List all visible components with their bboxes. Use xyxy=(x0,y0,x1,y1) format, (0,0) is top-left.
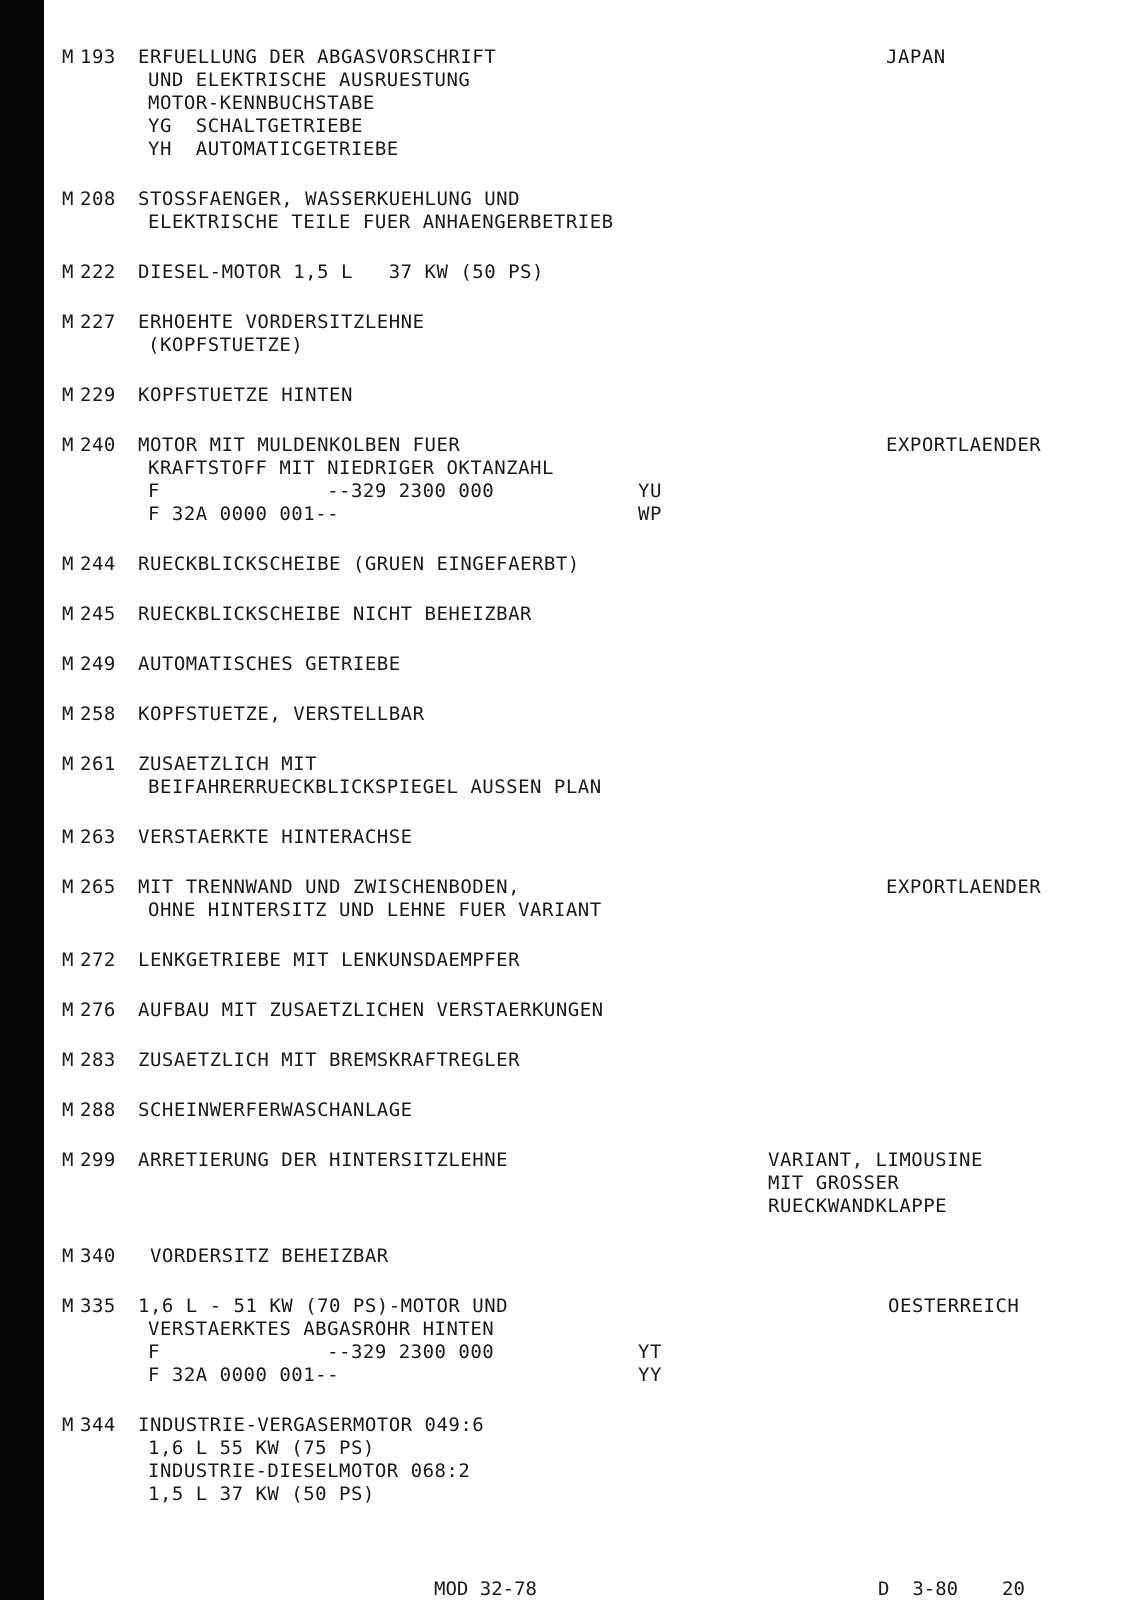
option-description: SCHEINWERFERWASCHANLAGE xyxy=(138,1099,413,1121)
option-description: AUTOMATISCHES GETRIEBE xyxy=(138,653,401,675)
option-prefix: M xyxy=(62,261,74,283)
option-description: (KOPFSTUETZE) xyxy=(148,334,304,356)
entry-first-line xyxy=(62,1099,1112,1122)
option-prefix: M xyxy=(62,826,74,848)
option-description: ZUSAETZLICH MIT xyxy=(138,753,318,775)
region-note xyxy=(886,46,946,69)
option-description: YG SCHALTGETRIEBE xyxy=(148,115,363,137)
option-prefix: M xyxy=(62,999,74,1021)
option-entry xyxy=(62,1149,1112,1218)
option-description: VERSTAERKTES ABGASROHR HINTEN xyxy=(148,1318,495,1340)
option-number: 244 xyxy=(80,553,116,575)
option-number: 258 xyxy=(80,703,116,725)
region-label: MIT GROSSER xyxy=(768,1172,900,1194)
option-number: 340 xyxy=(80,1245,116,1267)
option-description-line xyxy=(62,480,1112,503)
option-description-line xyxy=(62,503,1112,526)
option-description: OHNE HINTERSITZ UND LEHNE FUER VARIANT xyxy=(148,899,602,921)
region-label: RUECKWANDKLAPPE xyxy=(768,1195,948,1217)
option-description: YH AUTOMATICGETRIEBE xyxy=(148,138,399,160)
option-description: AUFBAU MIT ZUSAETZLICHEN VERSTAERKUNGEN xyxy=(138,999,604,1021)
option-number: 272 xyxy=(80,949,116,971)
option-description-line xyxy=(62,457,1112,480)
option-number: 245 xyxy=(80,603,116,625)
option-description-line xyxy=(62,115,1112,138)
entry-first-line xyxy=(62,1049,1112,1072)
entry-first-line xyxy=(62,826,1112,849)
region-note xyxy=(886,434,1041,457)
option-entry xyxy=(62,553,1112,576)
parts-list xyxy=(62,46,1112,1533)
option-prefix: M xyxy=(62,1099,74,1121)
option-entry xyxy=(62,1245,1112,1268)
engine-code: YT xyxy=(638,1341,662,1363)
option-prefix: M xyxy=(62,384,74,406)
option-entry xyxy=(62,703,1112,726)
option-description: UND ELEKTRISCHE AUSRUESTUNG xyxy=(148,69,471,91)
entry-first-line xyxy=(62,188,1112,211)
option-description-line xyxy=(62,1341,1112,1364)
option-number: 276 xyxy=(80,999,116,1021)
option-prefix: M xyxy=(62,753,74,775)
option-entry xyxy=(62,434,1112,526)
option-description: ERHOEHTE VORDERSITZLEHNE xyxy=(138,311,425,333)
region-note xyxy=(886,876,1041,899)
option-entry xyxy=(62,1295,1112,1387)
option-description: MOTOR MIT MULDENKOLBEN FUER xyxy=(138,434,461,456)
option-prefix: M xyxy=(62,46,74,68)
engine-code: YY xyxy=(638,1364,662,1386)
option-description: 1,5 L 37 KW (50 PS) xyxy=(148,1483,375,1505)
option-prefix: M xyxy=(62,1414,74,1436)
option-number: 229 xyxy=(80,384,116,406)
option-prefix: M xyxy=(62,653,74,675)
option-entry xyxy=(62,826,1112,849)
option-number: 335 xyxy=(80,1295,116,1317)
entry-first-line xyxy=(62,603,1112,626)
option-entry xyxy=(62,999,1112,1022)
entry-first-line xyxy=(62,703,1112,726)
option-description: BEIFAHRERRUECKBLICKSPIEGEL AUSSEN PLAN xyxy=(148,776,602,798)
option-number: 249 xyxy=(80,653,116,675)
option-entry xyxy=(62,188,1112,234)
option-description: ELEKTRISCHE TEILE FUER ANHAENGERBETRIEB xyxy=(148,211,614,233)
option-description: VERSTAERKTE HINTERACHSE xyxy=(138,826,413,848)
option-description-line xyxy=(62,92,1112,115)
scan-edge xyxy=(0,0,44,1600)
option-description: F --329 2300 000 xyxy=(148,1341,495,1363)
option-number: 227 xyxy=(80,311,116,333)
entry-first-line xyxy=(62,1414,1112,1437)
option-entry xyxy=(62,653,1112,676)
option-entry xyxy=(62,603,1112,626)
option-prefix: M xyxy=(62,949,74,971)
option-number: 261 xyxy=(80,753,116,775)
option-description-line xyxy=(62,899,1112,922)
option-description: INDUSTRIE-DIESELMOTOR 068:2 xyxy=(148,1460,471,1482)
option-prefix: M xyxy=(62,876,74,898)
option-description-line xyxy=(62,334,1112,357)
option-entry xyxy=(62,1099,1112,1122)
option-prefix: M xyxy=(62,603,74,625)
option-description-line xyxy=(62,1460,1112,1483)
option-description: 1,6 L - 51 KW (70 PS)-MOTOR UND xyxy=(138,1295,509,1317)
option-prefix: M xyxy=(62,1245,74,1267)
option-description: MIT TRENNWAND UND ZWISCHENBODEN, xyxy=(138,876,521,898)
option-prefix: M xyxy=(62,703,74,725)
page-footer xyxy=(0,1578,1136,1601)
option-prefix: M xyxy=(62,1049,74,1071)
option-number: 265 xyxy=(80,876,116,898)
entry-first-line xyxy=(62,1245,1112,1268)
option-description: STOSSFAENGER, WASSERKUEHLUNG UND xyxy=(138,188,521,210)
engine-code: YU xyxy=(638,480,662,502)
option-description-line xyxy=(62,211,1112,234)
entry-first-line xyxy=(62,384,1112,407)
option-prefix: M xyxy=(62,553,74,575)
option-description: ARRETIERUNG DER HINTERSITZLEHNE xyxy=(138,1149,509,1171)
option-description-line xyxy=(62,1437,1112,1460)
option-entry xyxy=(62,46,1112,161)
region-label: JAPAN xyxy=(886,46,946,68)
option-entry xyxy=(62,311,1112,357)
option-description: 1,6 L 55 KW (75 PS) xyxy=(148,1437,375,1459)
option-prefix: M xyxy=(62,311,74,333)
option-entry xyxy=(62,1049,1112,1072)
region-label: VARIANT, LIMOUSINE xyxy=(768,1149,983,1171)
entry-first-line xyxy=(62,261,1112,284)
option-number: 222 xyxy=(80,261,116,283)
option-description: RUECKBLICKSCHEIBE (GRUEN EINGEFAERBT) xyxy=(138,553,580,575)
option-entry xyxy=(62,384,1112,407)
option-description: KRAFTSTOFF MIT NIEDRIGER OKTANZAHL xyxy=(148,457,554,479)
option-prefix: M xyxy=(62,1149,74,1171)
option-number: 263 xyxy=(80,826,116,848)
option-description: ZUSAETZLICH MIT BREMSKRAFTREGLER xyxy=(138,1049,521,1071)
option-description: INDUSTRIE-VERGASERMOTOR 049:6 xyxy=(138,1414,485,1436)
engine-code: WP xyxy=(638,503,662,525)
option-entry xyxy=(62,261,1112,284)
option-prefix: M xyxy=(62,188,74,210)
entry-first-line xyxy=(62,553,1112,576)
entry-first-line xyxy=(62,653,1112,676)
region-note xyxy=(768,1149,983,1218)
option-number: 288 xyxy=(80,1099,116,1121)
option-description: VORDERSITZ BEHEIZBAR xyxy=(138,1245,389,1267)
option-number: 299 xyxy=(80,1149,116,1171)
region-label: EXPORTLAENDER xyxy=(886,434,1042,456)
region-note xyxy=(888,1295,1019,1318)
option-number: 240 xyxy=(80,434,116,456)
option-entry xyxy=(62,949,1112,972)
option-description: ERFUELLUNG DER ABGASVORSCHRIFT xyxy=(138,46,497,68)
option-description: KOPFSTUETZE, VERSTELLBAR xyxy=(138,703,425,725)
option-description: DIESEL-MOTOR 1,5 L 37 KW (50 PS) xyxy=(138,261,544,283)
option-description-line xyxy=(62,69,1112,92)
option-description: F --329 2300 000 xyxy=(148,480,495,502)
entry-first-line xyxy=(62,311,1112,334)
option-number: 208 xyxy=(80,188,116,210)
option-description: MOTOR-KENNBUCHSTABE xyxy=(148,92,375,114)
footer-date: D 3-80 xyxy=(878,1578,959,1600)
option-description: F 32A 0000 001-- xyxy=(148,1364,340,1386)
option-description-line xyxy=(62,1318,1112,1341)
option-entry xyxy=(62,876,1112,922)
option-description-line xyxy=(62,138,1112,161)
option-description-line xyxy=(62,776,1112,799)
option-description: LENKGETRIEBE MIT LENKUNSDAEMPFER xyxy=(138,949,521,971)
option-number: 283 xyxy=(80,1049,116,1071)
entry-first-line xyxy=(62,753,1112,776)
option-description: RUECKBLICKSCHEIBE NICHT BEHEIZBAR xyxy=(138,603,532,625)
option-number: 344 xyxy=(80,1414,116,1436)
option-prefix: M xyxy=(62,434,74,456)
footer-page-number: 20 xyxy=(1002,1578,1025,1600)
entry-first-line xyxy=(62,949,1112,972)
option-description: KOPFSTUETZE HINTEN xyxy=(138,384,353,406)
entry-first-line xyxy=(62,999,1112,1022)
option-number: 193 xyxy=(80,46,116,68)
option-description: F 32A 0000 001-- xyxy=(148,503,340,525)
entry-first-line xyxy=(62,46,1112,69)
option-entry xyxy=(62,753,1112,799)
option-entry xyxy=(62,1414,1112,1506)
option-description-line xyxy=(62,1483,1112,1506)
region-label: EXPORTLAENDER xyxy=(886,876,1042,898)
option-prefix: M xyxy=(62,1295,74,1317)
region-label: OESTERREICH xyxy=(888,1295,1020,1317)
footer-model: MOD 32-78 xyxy=(434,1578,537,1600)
option-description-line xyxy=(62,1364,1112,1387)
